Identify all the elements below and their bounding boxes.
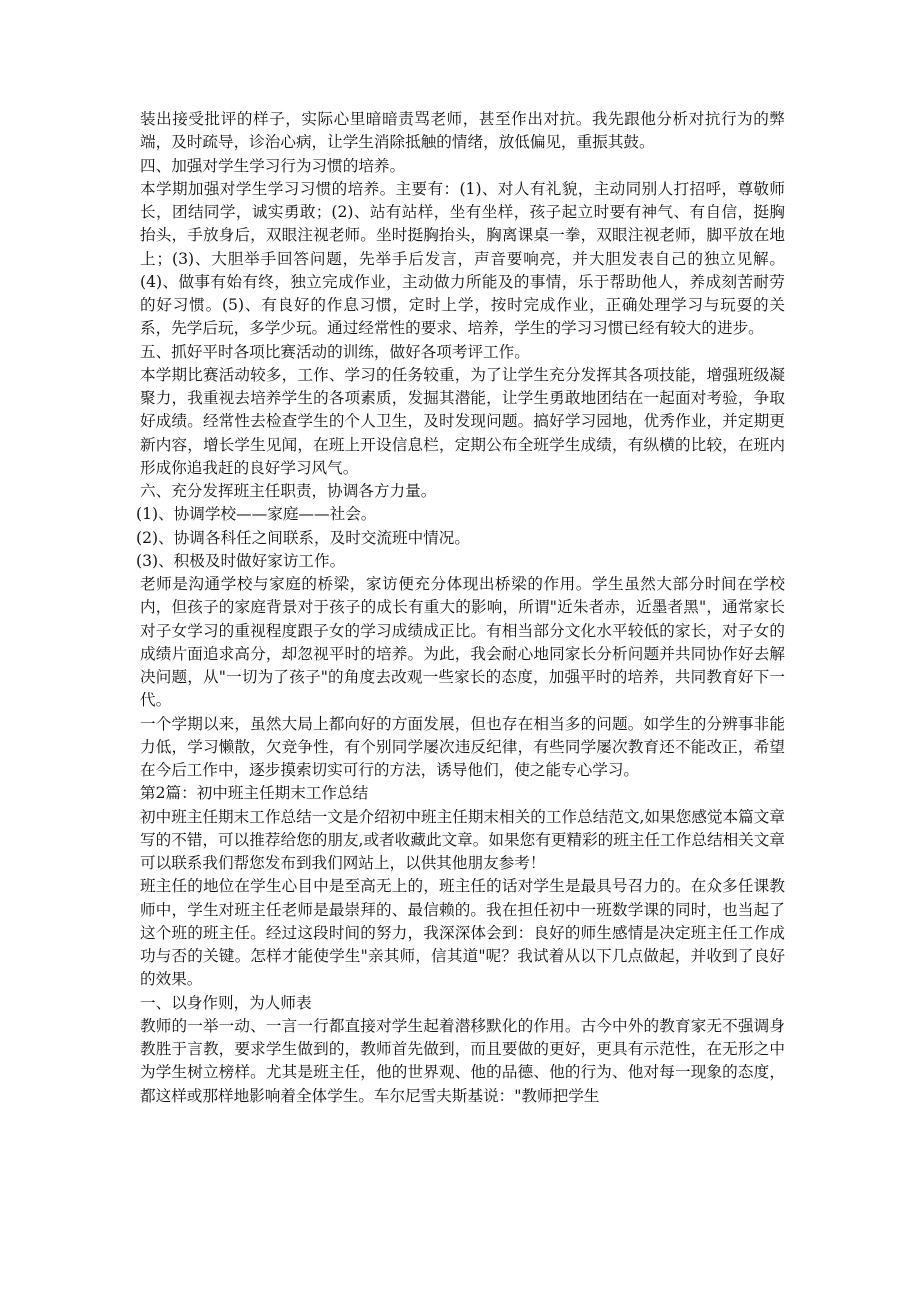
- paragraph-criticism: 装出接受批评的样子，实际心里暗暗责骂老师，甚至作出对抗。我先跟他分析对抗行为的弊端，及时疏导，诊治心病，让学生消除抵触的情绪，放低偏见，重振其鼓。: [140, 110, 785, 152]
- paragraph-teacher-status: 班主任的地位在学生心目中是至高无上的，班主任的话对学生是最具号召力的。在众多任课教师中，学生对班主任老师是最崇拜的、最信赖的。我在担任初中一班数学课的同时，也当起了这个班的班主任。经过这段时间的努力，我深深体会到：良好的师生感情是决定班主任工作成功与否的关键。怎样才能使学生"亲其师，信其道"呢？我试着从以下几点做起，并收到了良好的效果。: [140, 877, 785, 989]
- heading-section-6: 六、充分发挥班主任职责，协调各方力量。: [140, 482, 437, 500]
- paragraph-competitions: 本学期比赛活动较多，工作、学习的任务较重，为了让学生充分发挥其各项技能，增强班级凝聚力，我重视去培养学生的各项素质，发掘其潜能，让学生勇敢地团结在一起面对考验，争取好成绩。经常性去检查学生的个人卫生，及时发现问题。搞好学习园地，优秀作业，并定期更新内容，增长学生见闻，在班上开设信息栏，定期公布全班学生成绩，有纵横的比较，在班内形成你追我赶的良好学习风气。: [140, 365, 785, 477]
- paragraph-home-visit-bridge: 老师是沟通学校与家庭的桥梁，家访便充分体现出桥梁的作用。学生虽然大部分时间在学校内，但孩子的家庭背景对于孩子的成长有重大的影响，所谓"近朱者赤，近墨者黑"，通常家长对子女学习的重视程度跟子女的学习成绩成正比。有相当部分文化水平较低的家长，对子女的成绩片面追求高分，却忽视平时的培养。为此，我会耐心地同家长分析问题并共同协作好去解决问题，从"一切为了孩子"的角度去改观一些家长的态度，加强平时的培养，共同教育好下一代。: [140, 575, 785, 710]
- heading-section-5: 五、抓好平时各项比赛活动的训练，做好各项考评工作。: [140, 342, 530, 361]
- paragraph-teacher-example: 教师的一举一动、一言一行都直接对学生起着潜移默化的作用。古今中外的教育家无不强调身教胜于言教，要求学生做到的，教师首先做到，而且要做的更好，更具有示范性，在无形之中为学生树立榜样。尤其是班主任，他的世界观、他的品德、他的行为、他对每一现象的态度，都这样或那样地影响着全体学生。车尔尼雪夫斯基说："教师把学生: [140, 1016, 785, 1105]
- paragraph-article-intro: 初中班主任期末工作总结一文是介绍初中班主任期末相关的工作总结范文,如果您感觉本篇文章写的不错，可以推荐给您的朋友,或者收藏此文章。如果您有更精彩的班主任工作总结相关文章可以联系我们帮您发布到我们网站上，以供其他朋友参考！: [140, 807, 785, 872]
- heading-lead-by-example: 一、以身作则，为人师表: [140, 993, 312, 1012]
- paragraph-semester-problems: 一个学期以来，虽然大局上都向好的方面发展，但也存在相当多的问题。如学生的分辨事非能力低，学习懒散，欠竞争性，有个别同学屡次违反纪律，有些同学屡次教育还不能改正，希望在今后工作中，逐步摸索切实可行的方法，诱导他们，使之能专心学习。: [140, 714, 785, 779]
- paragraph-study-habits: 本学期加强对学生学习习惯的培养。主要有：(1)、对人有礼貌，主动同别人打招呼，尊敬师长，团结同学，诚实勇敢；(2)、站有站样，坐有坐样，孩子起立时要有神气、有自信，挺胸抬头，手放身后，双眼注视老师。坐时挺胸抬头，胸离课桌一拳，双眼注视老师，脚平放在地上；(3)、大胆举手回答问题，先举手后发言，声音要响亮，并大胆发表自己的独立见解。(4)、做事有始有终，独立完成作业，主动做力所能及的事情，乐于帮助他人，养成刻苦耐劳的好习惯。(5)、有良好的作息习惯，定时上学，按时完成作业，正确处理学习与玩耍的关系，先学后玩，多学少玩。通过经常性的要求、培养，学生的学习习惯已经有较大的进步。: [140, 179, 785, 338]
- list-item-coordinate-school: (1)、协调学校——家庭——社会。: [136, 505, 377, 524]
- heading-article-2: 第2篇：初中班主任期末工作总结: [140, 784, 369, 803]
- list-item-coordinate-teachers: (2)、协调各科任之间联系，及时交流班中情况。: [136, 528, 470, 547]
- list-item-home-visits: (3)、积极及时做好家访工作。: [136, 551, 346, 570]
- heading-section-4: 四、加强对学生学习行为习惯的培养。: [140, 156, 406, 175]
- document-page: [136, 108, 785, 1108]
